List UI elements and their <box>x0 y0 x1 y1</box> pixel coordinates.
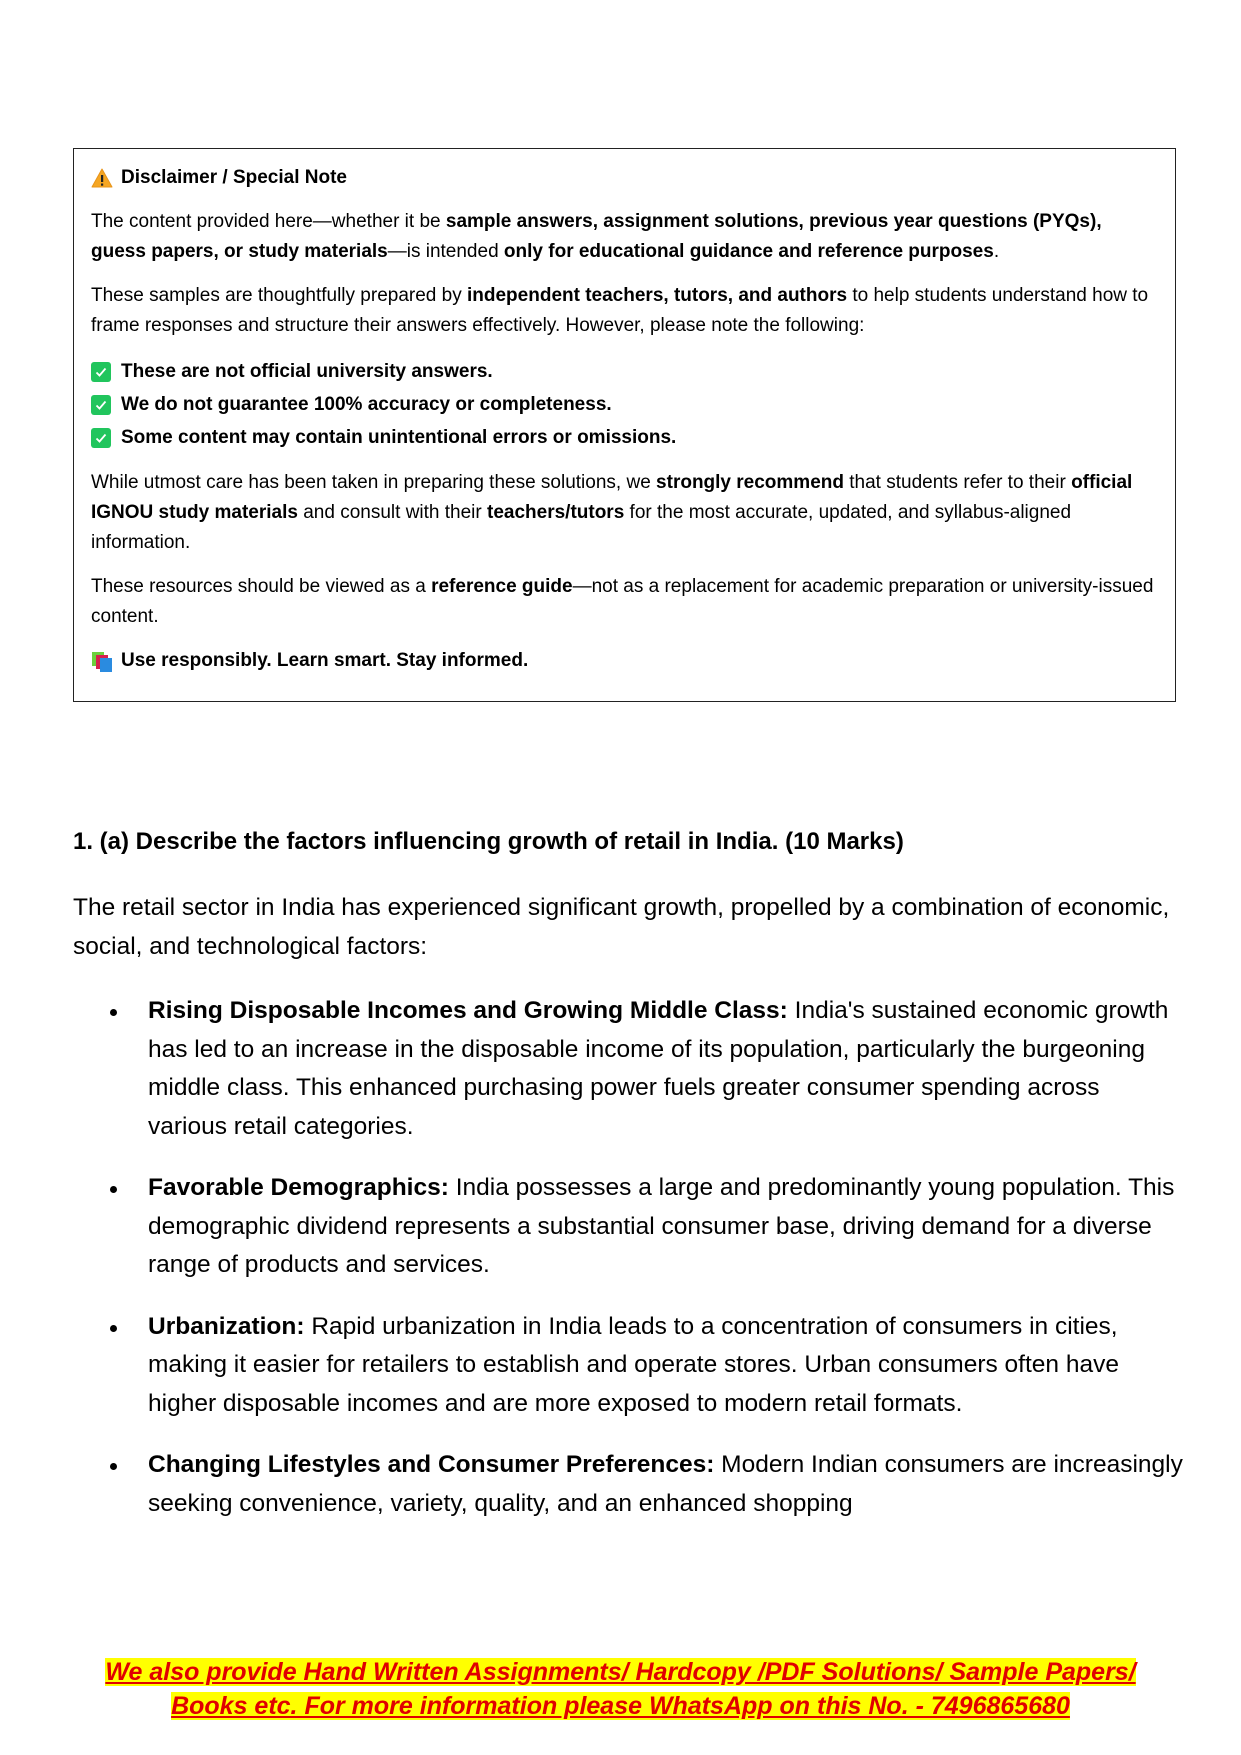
text: The content provided here—whether it be <box>91 211 446 232</box>
checklist-text: Some content may contain unintentional errors or omissions. <box>121 426 677 448</box>
disclaimer-paragraph-3 <box>91 468 1158 558</box>
text: While utmost care has been taken in preparing these solutions, we <box>91 472 657 493</box>
checklist-text: We do not guarantee 100% accuracy or completeness. <box>121 393 612 415</box>
checklist-item <box>91 388 1158 421</box>
factor-heading: Rising Disposable Incomes and Growing Middle Class: <box>148 997 788 1024</box>
text: and consult with their <box>297 502 487 523</box>
bold-text: teachers/tutors <box>487 502 625 523</box>
factors-list <box>73 992 1183 1546</box>
bold-text: only for educational guidance and reference purposes <box>503 241 994 262</box>
disclaimer-title <box>91 163 1158 193</box>
bold-text: reference guide <box>431 576 573 597</box>
disclaimer-paragraph-2 <box>91 281 1158 341</box>
checklist-text: These are not official university answers. <box>121 360 493 382</box>
text: for the most accurate, updated, and syllabus-aligned information. <box>91 502 1072 553</box>
bullet-icon <box>110 1186 117 1193</box>
bold-text: strongly recommend <box>656 472 844 493</box>
factor-heading: Changing Lifestyles and Consumer Preferences: <box>148 1451 715 1478</box>
bullet-icon <box>110 1009 117 1016</box>
checklist-item <box>91 421 1158 454</box>
list-item <box>73 1446 1183 1523</box>
list-item <box>73 992 1183 1146</box>
disclaimer-footer <box>91 646 1158 676</box>
disclaimer-paragraph-1 <box>91 207 1158 267</box>
factor-heading: Urbanization: <box>148 1312 305 1340</box>
factor-text: India's sustained economic growth has led to an increase in the disposable income of its population, particularly the burgeoning middle class. This enhanced purchasing power fuels greater consumer spending across various retail categories. <box>148 997 1169 1140</box>
promo-footer <box>0 1655 1241 1723</box>
bullet-icon <box>110 1463 117 1470</box>
promo-line-2: Books etc. For more information please WhatsApp on this No. - 7496865680 <box>171 1692 1070 1720</box>
question-heading: 1. (a) Describe the factors influencing growth of retail in India. (10 Marks) <box>73 828 904 855</box>
promo-line-1: We also provide Hand Written Assignments/ Hardcopy /PDF Solutions/ Sample Papers/ <box>105 1658 1136 1686</box>
bold-text: official IGNOU study materials <box>91 472 1133 523</box>
bold-text: sample answers, assignment solutions, previous year questions (PYQs), guess papers, or study materials <box>91 211 1102 262</box>
factor-text: India possesses a large and predominantly young population. This demographic dividend represents a substantial consumer base, driving demand for a diverse range of products and services. <box>148 1174 1175 1278</box>
checklist-item <box>91 355 1158 388</box>
text: to help students understand how to frame responses and structure their answers effectively. However, please note the following: <box>91 285 1149 336</box>
answer-intro: The retail sector in India has experienced significant growth, propelled by a combination of economic, social, and technological factors: <box>73 894 1170 960</box>
text: . <box>993 241 1000 262</box>
factor-heading: Favorable Demographics: <box>148 1174 449 1201</box>
check-icon <box>91 362 111 382</box>
factor-text: Rapid urbanization in India leads to a concentration of consumers in cities, making it easier for retailers to establish and operate stores. Urban consumers often have higher disposable incomes and are more exposed to modern retail formats. <box>148 1312 1119 1417</box>
text: —is intended <box>387 241 504 262</box>
text: —not as a replacement for academic preparation or university-issued content. <box>91 576 1154 627</box>
list-item <box>73 1308 1183 1424</box>
check-icon <box>91 395 111 415</box>
bullet-icon <box>110 1325 117 1332</box>
disclaimer-title-text: Disclaimer / Special Note <box>121 167 347 188</box>
warning-icon <box>91 167 113 189</box>
disclaimer-box <box>73 148 1176 702</box>
disclaimer-paragraph-4 <box>91 572 1158 632</box>
text: These samples are thoughtfully prepared by <box>91 285 467 306</box>
text: that students refer to their <box>843 472 1072 493</box>
disclaimer-footer-text: Use responsibly. Learn smart. Stay informed. <box>121 650 529 671</box>
bold-text: independent teachers, tutors, and authors <box>467 285 848 306</box>
text: These resources should be viewed as a <box>91 576 432 597</box>
books-icon <box>91 650 113 672</box>
list-item <box>73 1169 1183 1285</box>
check-icon <box>91 428 111 448</box>
factor-text: Modern Indian consumers are increasingly seeking convenience, variety, quality, and an enhanced shopping <box>148 1451 1183 1517</box>
disclaimer-checklist <box>91 355 1158 454</box>
